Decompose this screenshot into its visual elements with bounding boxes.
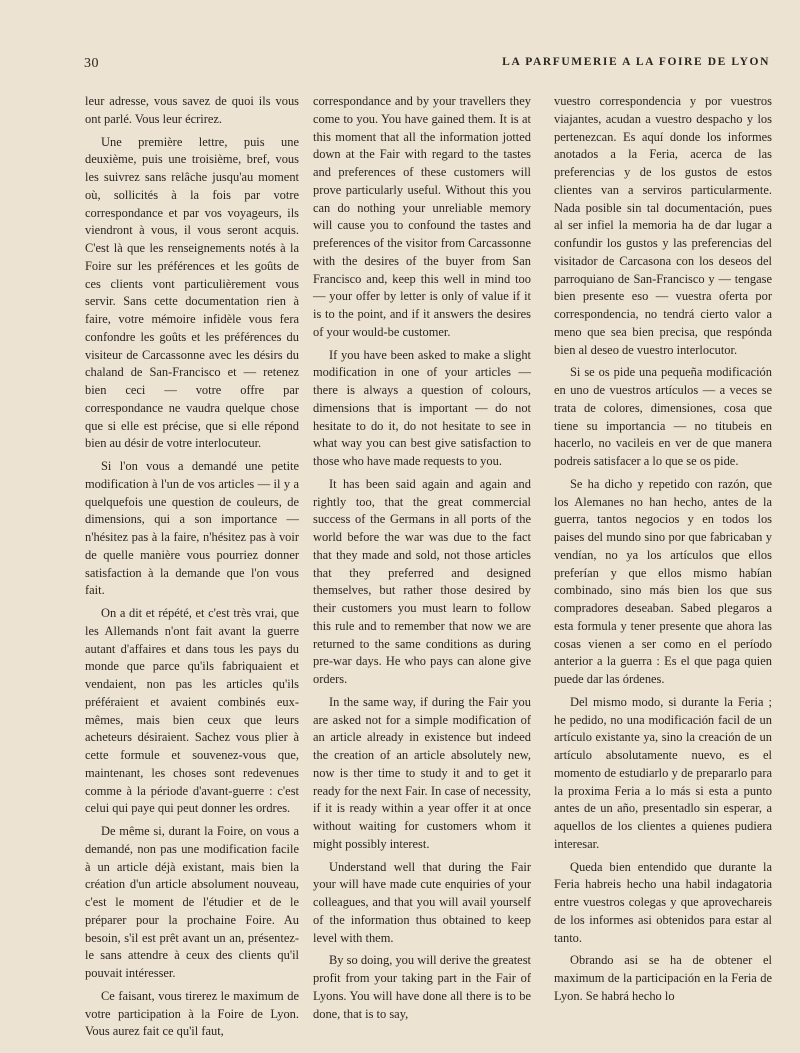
paragraph: correspondance and by your travellers they come to you. You have gained them. It is at this moment that all the information jotted down at the Fair with regard to the tastes and preferences of these customers will prove particularly useful. Without this you can do nothing your unreliable memory will cause you to confound the tastes and preferences of the visitor from Carcassonne with the desires of the buyer from San Francisco and, keep this well in mind too — your offer by letter is only of value if it is to the point, and if it answers the desires of your would-be customer. [313, 94, 531, 339]
paragraph: Si l'on vous a demandé une petite modification à l'un de vos articles — il y a quelquefois une question de couleurs, de dimensions, qui a son importance — n'hésitez pas à la faire, n'hésitez pas à voir de quelle manière vous pourriez donner satisfaction à la demande que l'on vous fait. [85, 459, 299, 598]
paragraph: Queda bien entendido que durante la Feria habreis hecho una habil indagatoria entre vuestros colegas y que aprovechareis de los informes asi obtenidos para estar al tanto. [554, 859, 772, 945]
paragraph: Se ha dicho y repetido con razón, que los Alemanes no han hecho, antes de la guerra, tantos negocios y en todos los paises del mundo sino por que fabricaban y vendían, no ya los artículos que ellos preferían y que ellos mismo habían combinado, sino más bien los que sus compradores deseaban. Sabed plegaros a esta formula y tener presente que ahora las cosas vienen a ser como en el período anterior a la guerra : Es el que paga quien puede dar las órdenes. [554, 476, 772, 686]
paragraph: Si se os pide una pequeña modificación en uno de vuestros artículos — a veces se trata de colores, dimensiones, cosa que tiene su importancia — no titubeis en hacerlo, no vacileis en ver de que manera podreis satisfacer a lo que se os pide. [554, 365, 772, 468]
paragraph: vuestro correspondencia y por vuestros viajantes, acudan a vuestro despacho y los pertenezcan. Es aquí donde los informes anotados a la Feria, acerca de las preferencias y de los gustos de estos clientes van a serviros particularmente. Nada posible sin tal documentación, pues al ser infiel la memoria ha de dar lugar a confundir los gustos y las preferencias del visitador de Carcasona con los deseos del parroquiano de San-Francisco y — tengase bien presente eso — vuestra oferta por correspondencia, no tendrá cierto valor a meno que sea bien precisa, que respónda bien al deseo de vuestro interlocutor. [554, 94, 772, 357]
running-title: LA PARFUMERIE A LA FOIRE DE LYON [502, 56, 770, 68]
paragraph: Obrando asi se ha de obtener el maximum de la participación en la Feria de Lyon. Se habrá hecho lo [554, 953, 772, 1003]
page-header [84, 56, 770, 74]
paragraph: On a dit et répété, et c'est très vrai, que les Allemands n'ont fait avant la guerre autant d'affaires et dans tous les pays du monde que parce qu'ils fabriquaient et vendaient, non pas les articles qu'ils préféraient et avaient combinés eux-mêmes, mais bien ceux que leurs acheteurs désiraient. Sachez vous plier à cette formule et souvenez-vous que, maintenant, les choses sont redevenues comme à la période d'avant-guerre : c'est celui qui paye qui peut donner les ordres. [85, 606, 299, 816]
paragraph: If you have been asked to make a slight modification in one of your articles — there is always a question of colours, dimensions that is important — do not hesitate to do it, do not hesitate to see in what way you can best give satisfaction to those who have made requests to you. [313, 347, 531, 468]
paragraph: By so doing, you will derive the greatest profit from your taking part in the Fair of Lyons. You will have done all there is to be done, that is to say, [313, 953, 531, 1021]
column-spanish [554, 93, 772, 1011]
paragraph: In the same way, if during the Fair you are asked not for a simple modification of an article already in existence but indeed the creation of an article absolutely new, now is ther time to study it and to get it ready for the next Fair. In case of necessity, if it is ready within a year offer it at once without waiting for customers whom it might possibly interest. [313, 694, 531, 851]
paragraph: leur adresse, vous savez de quoi ils vous ont parlé. Vous leur écrirez. [85, 94, 299, 126]
column-english [313, 93, 531, 1028]
paragraph: Une première lettre, puis une deuxième, puis une troisième, bref, vous les suivrez sans relâche jusqu'au moment où, sollicités à la fois par votre correspondance et par vos voyageurs, ils viendront à vous, il vous seront acquis. C'est là que les renseignements notés à la Foire sur les préférences et les goûts de ces clients vont particulièrement vous servir. Sans cette documentation rien à faire, votre mémoire infidèle vous fera confondre les goûts et les préférences du visiteur de Carcassonne avec les désirs du chaland de San-Francisco et — retenez bien ceci — votre offre par correspondance ne vaudra quelque chose que si elle est précise, que si elle répond bien au désir de votre interlocuteur. [85, 134, 299, 451]
paragraph: Ce faisant, vous tirerez le maximum de votre participation à la Foire de Lyon. Vous aurez fait ce qu'il faut, [85, 988, 299, 1039]
paragraph: It has been said again and again and rightly too, that the great commercial success of the Germans in all ports of the world before the war was due to the fact that they made and sold, not those articles that they preferred and designed themselves, but rather those desired by their customers you must learn to follow this rule and to remember that now we are returned to the same conditions as during pre-war days. He who pays can alone give orders. [313, 476, 531, 686]
paragraph: Del mismo modo, si durante la Feria ; he pedido, no una modificación facil de un artículo existante ya, sino la creación de un artículo absolutamente nuevo, es el momento de estudiarlo y de prepararlo para la proxima Feria a lo más si esta a punto antes de un año, presentadlo sin esperar, a aquellos de los clientes a quienes pudiera interesar. [554, 694, 772, 851]
page-number: 30 [84, 56, 99, 71]
column-french [85, 93, 299, 1046]
paragraph: Understand well that during the Fair your will have made cute enquiries of your colleagues, and that you will avail yourself of the information thus obtained to keep level with them. [313, 859, 531, 945]
paragraph: De même si, durant la Foire, on vous a demandé, non pas une modification facile à un article déjà existant, mais bien la création d'un article absolument nouveau, c'est le moment de l'étudier et de le préparer pour la prochaine Foire. Au besoin, s'il est prêt avant un an, présentez-le sans attendre à ceux des clients qu'il pouvait intéresser. [85, 824, 299, 980]
